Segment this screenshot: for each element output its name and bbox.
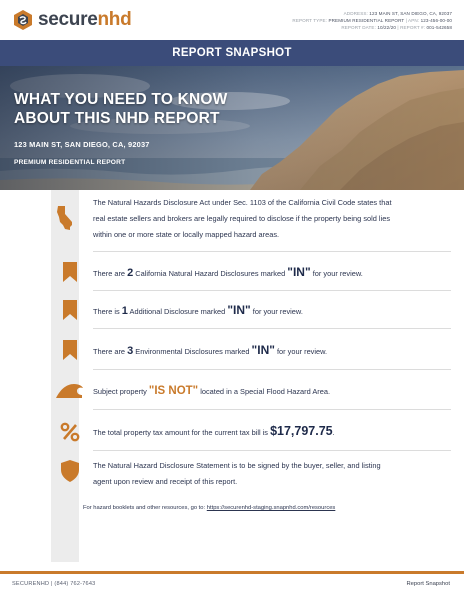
- bookmark-icon: [62, 262, 78, 282]
- hero-report-type: PREMIUM RESIDENTIAL REPORT: [14, 159, 126, 166]
- footer-page-label: Report Snapshot: [406, 581, 450, 587]
- ca-disclosures-in: "IN": [287, 265, 311, 279]
- meta-type-line: REPORT TYPE: PREMIUM RESIDENTIAL REPORT | APN: 123-456-00-00: [292, 18, 452, 23]
- divider: [93, 328, 451, 329]
- environmental-disclosures-in: "IN": [251, 343, 275, 357]
- logo-wordmark: securenhd: [38, 9, 132, 30]
- divider: [93, 369, 451, 370]
- additional-disclosure-in: "IN": [227, 303, 251, 317]
- report-meta: [292, 10, 452, 31]
- divider: [93, 290, 451, 291]
- ca-disclosures-text: There are 2 California Natural Hazard Disclosures marked "IN" for your review.: [93, 265, 363, 279]
- disclosure-statement-text: The Natural Hazard Disclosure Statement is to be signed by the buyer, seller, and listing agent upon review and receipt of this report.: [93, 461, 381, 486]
- logo-mark-icon: [12, 9, 34, 31]
- environmental-disclosures-count: 3: [127, 345, 134, 357]
- meta-address-line: ADDRESS: 123 MAIN ST, SAN DIEGO, CA, 92037: [343, 11, 452, 16]
- page-header: [0, 0, 464, 40]
- meta-date-line: REPORT DATE: 10/22/20 | REPORT #: 001-542658: [341, 25, 452, 30]
- hero-title: WHAT YOU NEED TO KNOW ABOUT THIS NHD REPORT: [14, 91, 228, 127]
- additional-disclosure-count: 1: [121, 305, 128, 317]
- resources-note: For hazard booklets and other resources, go to: https://securenhd-staging.snapnhd.com/resources: [83, 505, 336, 511]
- additional-disclosure-text: There is 1 Additional Disclosure marked "IN" for your review.: [93, 303, 303, 317]
- wave-icon: [56, 382, 84, 398]
- bookmark-icon: [62, 300, 78, 320]
- property-tax-amount: $17,797.75: [270, 424, 333, 438]
- flood-zone-status: "IS NOT": [148, 385, 199, 397]
- footer-rule: [0, 571, 464, 574]
- divider: [93, 409, 451, 410]
- coastal-cliff-photo: [0, 66, 464, 190]
- environmental-disclosures-text: There are 3 Environmental Disclosures marked "IN" for your review.: [93, 343, 328, 357]
- divider: [93, 251, 451, 252]
- securenhd-logo[interactable]: [12, 9, 131, 31]
- ca-disclosures-count: 2: [127, 267, 134, 279]
- hero-address: 123 MAIN ST, SAN DIEGO, CA, 92037: [14, 140, 150, 149]
- report-snapshot-banner: REPORT SNAPSHOT: [0, 40, 464, 66]
- california-map-icon: [56, 205, 74, 231]
- shield-icon: [61, 460, 79, 482]
- property-tax-text: The total property tax amount for the current tax bill is $17,797.75.: [93, 424, 335, 438]
- percent-icon: [60, 422, 80, 442]
- resources-link[interactable]: https://securenhd-staging.snapnhd.com/resources: [206, 505, 336, 511]
- divider: [93, 450, 451, 451]
- footer-contact: SECURENHD | (844) 762-7643: [12, 581, 96, 587]
- bookmark-icon: [62, 340, 78, 360]
- hero-image: [0, 66, 464, 190]
- disclosure-act-text: The Natural Hazards Disclosure Act under Sec. 1103 of the California Civil Code states that real estate sellers and brokers are legally required to disclose if the property being sold lies within one or more state or locally mapped hazard areas.: [93, 198, 392, 239]
- icon-sidebar-strip: [51, 190, 79, 562]
- flood-zone-text: Subject property "IS NOT" located in a Special Flood Hazard Area.: [93, 385, 331, 397]
